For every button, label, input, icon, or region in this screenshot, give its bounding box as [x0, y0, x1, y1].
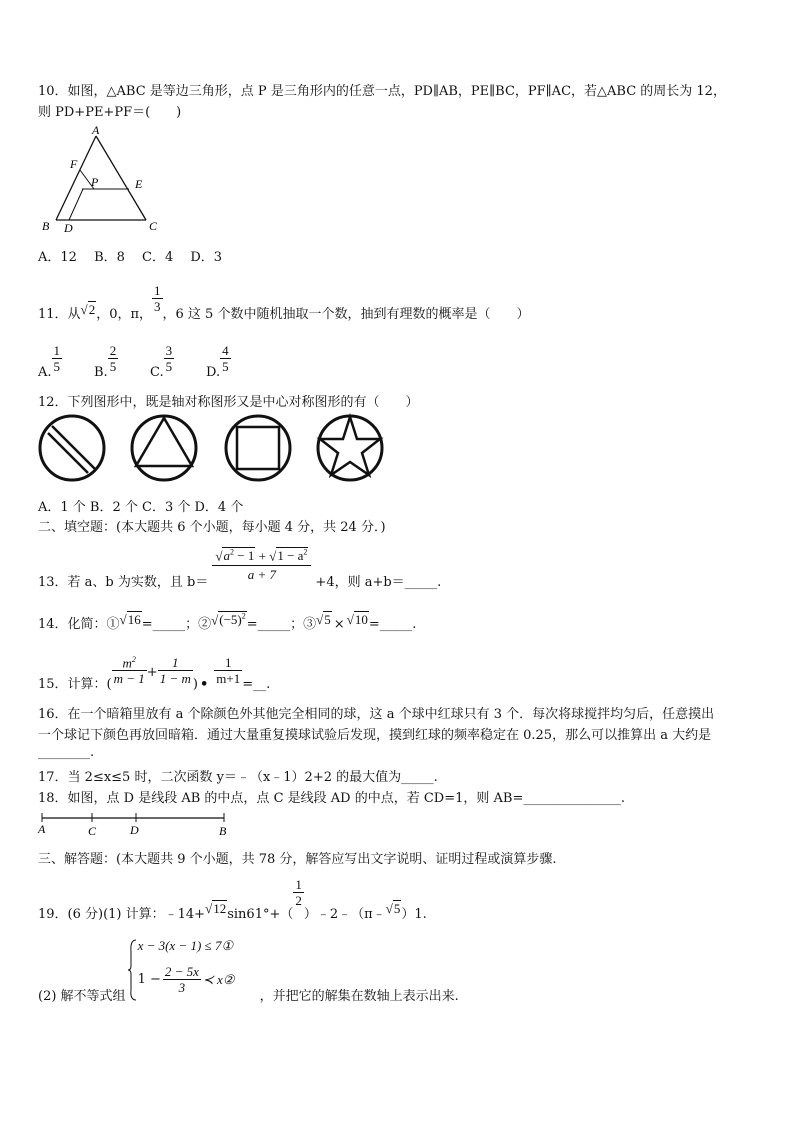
q15-stem: 15．计算：( $\frac{m^2}{m - 1}$ + $\frac{1}{1 - m}$ ) • $\frac{1}{m+1}$ =__.	[38, 646, 270, 692]
label-p: P	[91, 175, 99, 189]
q13-fraction: $\frac{√a^2 - 1 + √1 - a^2}{a + 7}$	[212, 544, 311, 584]
q10-options: A．12 B．8 C．4 D．3	[38, 250, 223, 265]
q16-line1: 16．在一个暗箱里放有 a 个除颜色外其他完全相同的球，这 a 个球中红球只有 3 个．每次将球搅拌均匀后，任意摸出	[38, 707, 715, 722]
q11-option-d: D. $\frac{4}{5}$	[206, 343, 229, 380]
circle-band-icon	[40, 416, 104, 480]
q19-part1: 19．(6 分)(1) 计算：﹣14+ √12 sin61°+（ $\frac{1}{2}$ ）﹣2﹣（π﹣ √5 ）1.	[38, 877, 427, 922]
q14-stem: 14．化简：① √16 =_____；② $√(-5)^2$ =_____；③ √5 × √10 =_____.	[38, 611, 417, 632]
label-e: E	[135, 177, 143, 191]
q11-one-third: $\frac{1}{3}$	[154, 283, 161, 314]
segment-figure	[36, 808, 236, 836]
seg-label-d: D	[130, 823, 139, 836]
q16-line3: ________.	[38, 745, 95, 760]
inequality-system: x − 3(x − 1) ≤ 7① 1 − $\frac{2 - 5x}{3}$ ≺ x②	[128, 936, 254, 1004]
q11-stem	[38, 272, 529, 322]
q11-option-a: A. $\frac{1}{5}$	[38, 343, 61, 380]
seg-label-a: A	[38, 822, 46, 836]
section2-heading: 二、填空题：(本大题共 6 个小题，每小题 4 分，共 24 分．)	[38, 520, 386, 535]
q11-mid: ，0，π，	[96, 307, 153, 322]
circle-square-icon	[226, 416, 290, 480]
q11-prefix: 11．从	[38, 307, 81, 322]
q16-line2: 一个球记下颜色再放回暗箱．通过大量重复摸球试验后发现，摸到红球的频率稳定在 0.25，那么可以推算出 a 大约是	[38, 728, 712, 743]
seg-label-c: C	[88, 824, 97, 836]
q13-prefix: 13．若 a、b 为实数，且 b＝	[38, 575, 209, 590]
q13-suffix: +4，则 a+b＝_____.	[315, 575, 442, 590]
q12-stem: 12．下列图形中，既是轴对称图形又是中心对称图形的有（ ）	[38, 395, 419, 410]
label-b: B	[42, 219, 50, 233]
label-a: A	[92, 123, 100, 137]
q11-options	[38, 334, 262, 380]
q10-line1: 10．如图，△ABC 是等边三角形，点 P 是三角形内的任意一点，PD∥AB，PE∥BC，PF∥AC，若△ABC 的周长为 12，	[38, 84, 726, 99]
q11-option-c: C. $\frac{3}{5}$	[150, 343, 173, 380]
q12-options: A．1 个 B．2 个 C．3 个 D．4 个	[38, 500, 244, 515]
q11-sqrt2: √2	[80, 302, 96, 317]
label-d: D	[64, 221, 73, 234]
q18-stem: 18．如图，点 D 是线段 AB 的中点，点 C 是线段 AD 的中点，若 CD=1，则 AB=_______________.	[38, 791, 625, 806]
q11-option-b: B. $\frac{2}{5}$	[94, 343, 117, 380]
triangle-figure	[36, 122, 166, 234]
label-f: F	[70, 157, 78, 171]
circle-star-icon	[318, 416, 382, 480]
q19-part2: (2) 解不等式组 x − 3(x − 1) ≤ 7① 1 − $\frac{2 - 5x}{3}$ ≺ x② ，并把它的解集在数轴上表示出来.	[38, 938, 459, 1004]
seg-label-b: B	[219, 824, 227, 836]
q11-suffix: ，6 这 5 个数中随机抽取一个数，抽到有理数的概率是（ ）	[162, 307, 530, 322]
circle-triangle-icon	[132, 416, 196, 480]
q12-figures	[38, 412, 398, 484]
q10-line2: 则 PD+PE+PF＝( )	[38, 105, 182, 120]
q13-stem	[38, 538, 441, 590]
q17-stem: 17．当 2≤x≤5 时，二次函数 y＝﹣（x﹣1）2+2 的最大值为_____.	[38, 770, 438, 785]
label-c: C	[149, 219, 158, 233]
section3-heading: 三、解答题：(本大题共 9 个小题，共 78 分，解答应写出文字说明、证明过程或演算步骤.	[38, 852, 557, 867]
